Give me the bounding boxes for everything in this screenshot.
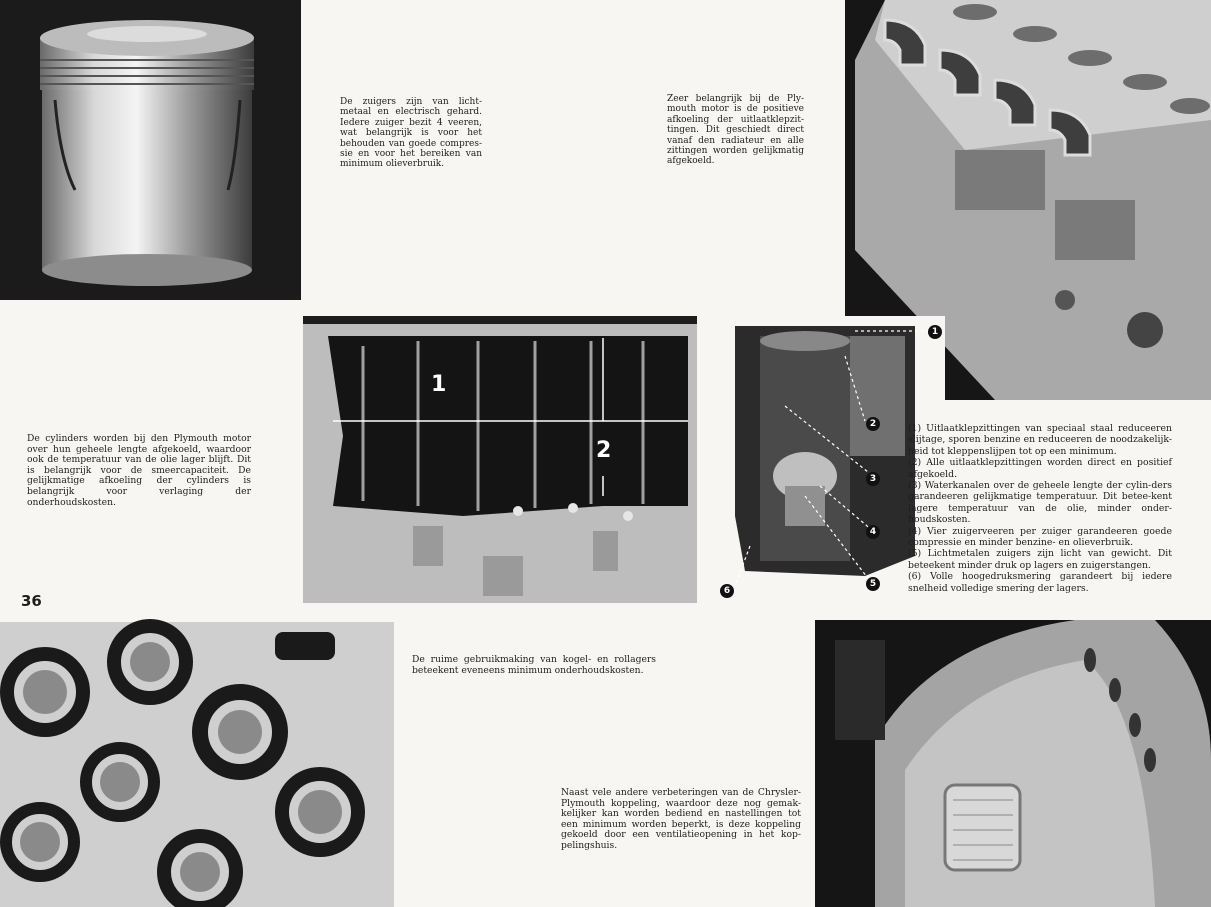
cylinder-jacket-photo: [303, 316, 697, 603]
cutaway-callout-3: 3: [866, 472, 880, 486]
piston-photo: [0, 0, 301, 300]
cutaway-callout-4: 4: [866, 525, 880, 539]
valves-caption: Zeer belangrijk bij de Ply-mouth motor is de positieve afkoeling der uitlaatklepzit-tingen. Dit geschiedt direct vanaf den radiateur en alle zittingen worden gelijkmatig afgekoeld.: [667, 94, 804, 167]
bearings-photo: [0, 622, 394, 907]
legend-item-1: (1) Uitlaatklepzittingen van speciaal staal reduceeren slijtage, sporen benzine en reduceeren de noodzakelijk-heid tot kleppenslijpen tot op een minimum.: [908, 423, 1172, 457]
cylinder-photo-label-2: 2: [596, 438, 612, 463]
cylinder-photo-label-1: 1: [431, 372, 447, 397]
bearings-caption: De ruime gebruikmaking van kogel- en rollagers beteekent eveneens minimum onderhoudskosten.: [412, 654, 656, 676]
pistons-caption: De zuigers zijn van licht-metaal en electrisch gehard. Iedere zuiger bezit 4 veeren, wat belangrijk is voor het behouden van goede compres-sie en voor het bereiken van minimum olieverbruik.: [340, 97, 482, 170]
cutaway-legend: [908, 423, 1172, 594]
legend-item-2: (2) Alle uitlaatklepzittingen worden direct en positief afgekoeld.: [908, 457, 1172, 480]
page-number: 36: [21, 592, 42, 610]
cutaway-callout-2: 2: [866, 417, 880, 431]
cutaway-callout-1: 1: [928, 325, 942, 339]
cutaway-callout-5: 5: [866, 577, 880, 591]
legend-item-4: (4) Vier zuigerveeren per zuiger garandeeren goede compressie en minder benzine- en olieverbruik.: [908, 525, 1172, 549]
legend-item-5: (5) Lichtmetalen zuigers zijn licht van gewicht. Dit beteekent minder druk op lagers en zuigerstangen.: [908, 548, 1172, 571]
cutaway-callout-6: 6: [720, 584, 734, 598]
clutch-housing-photo: [815, 620, 1211, 907]
legend-item-3: (3) Waterkanalen over de geheele lengte der cylin-ders garandeeren gelijkmatige temperatuur. Dit betee-kent lagere temperatuur van de olie, minder onder-houdskosten.: [908, 480, 1172, 526]
clutch-caption: Naast vele andere verbeteringen van de Chrysler-Plymouth koppeling, waardoor deze nog gemak-kelijker kan worden bediend en nastellingen tot een minimum worden beperkt, is deze koppeling gekoeld door een ventilatieopening in het kop-pelingshuis.: [561, 787, 801, 851]
legend-item-6: (6) Volle hoogedruksmering garandeert bij iedere snelheid volledige smering der lagers.: [908, 571, 1172, 594]
cylinders-caption: De cylinders worden bij den Plymouth motor over hun geheele lengte afgekoeld, waardoor ook de temperatuur van de olie lager blijft. Dit is belangrijk voor de smeercapaciteit. De gelijkmatige afkoeling der cylinders is belangrijk voor verlaging der onderhoudskosten.: [27, 433, 251, 508]
